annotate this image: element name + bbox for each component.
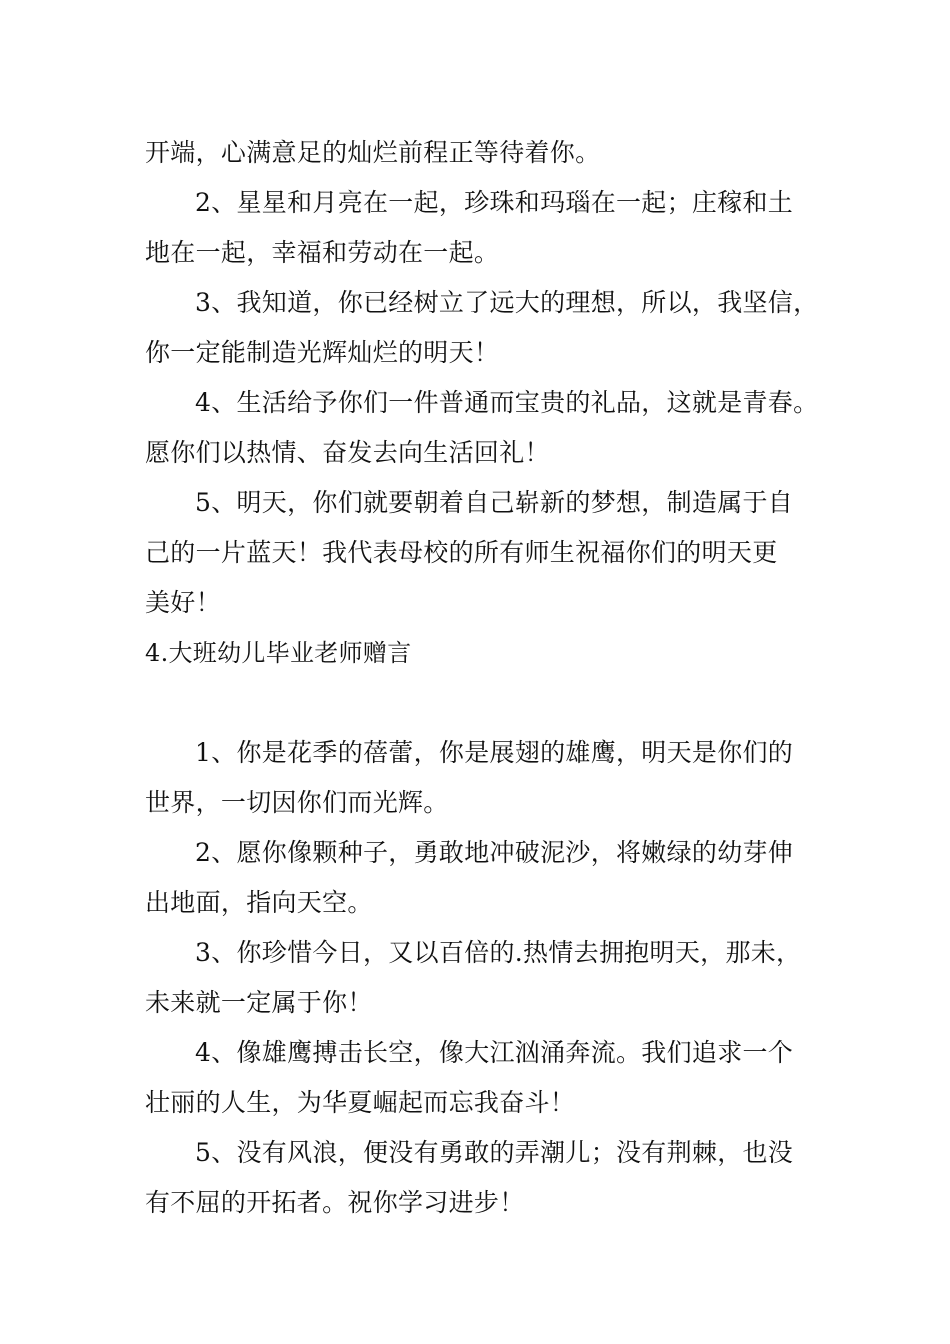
paragraph-line: 你一定能制造光辉灿烂的明天！ bbox=[145, 338, 500, 367]
paragraph-line: 2、星星和月亮在一起，珍珠和玛瑙在一起；庄稼和土 bbox=[195, 188, 794, 217]
blank-line bbox=[145, 678, 807, 728]
paragraph-line: 1、你是花季的蓓蕾，你是展翅的雄鹰，明天是你们的 bbox=[195, 738, 794, 767]
document-page bbox=[145, 128, 819, 1228]
paragraph-line: 出地面，指向天空。 bbox=[145, 888, 373, 917]
paragraph-line: 2、愿你像颗种子，勇敢地冲破泥沙，将嫩绿的幼芽伸 bbox=[195, 838, 794, 867]
paragraph-line: 开端，心满意足的灿烂前程正等待着你。 bbox=[145, 138, 601, 167]
paragraph-line: 3、你珍惜今日，又以百倍的.热情去拥抱明天，那未， bbox=[195, 938, 802, 967]
paragraph-line: 未来就一定属于你！ bbox=[145, 988, 373, 1017]
paragraph-line: 美好！ bbox=[145, 588, 221, 617]
paragraph-line: 5、没有风浪，便没有勇敢的弄潮儿；没有荆棘，也没 bbox=[195, 1138, 794, 1167]
paragraph-line: 4、像雄鹰搏击长空，像大江汹涌奔流。我们追求一个 bbox=[195, 1038, 794, 1067]
paragraph-line: 4、生活给予你们一件普通而宝贵的礼品，这就是青春。 bbox=[195, 388, 819, 417]
paragraph-line: 有不屈的开拓者。祝你学习进步！ bbox=[145, 1188, 525, 1217]
paragraph-line: 己的一片蓝天！我代表母校的所有师生祝福你们的明天更 bbox=[145, 538, 778, 567]
section-heading: 4.大班幼儿毕业老师赠言 bbox=[145, 639, 412, 667]
paragraph-line: 愿你们以热情、奋发去向生活回礼！ bbox=[145, 438, 550, 467]
paragraph-line: 世界，一切因你们而光辉。 bbox=[145, 788, 449, 817]
paragraph-line: 5、明天，你们就要朝着自己崭新的梦想，制造属于自 bbox=[195, 488, 794, 517]
paragraph-line: 3、我知道，你已经树立了远大的理想，所以，我坚信， bbox=[195, 288, 819, 317]
paragraph-line: 壮丽的人生，为华夏崛起而忘我奋斗！ bbox=[145, 1088, 576, 1117]
paragraph-line: 地在一起，幸福和劳动在一起。 bbox=[145, 238, 500, 267]
